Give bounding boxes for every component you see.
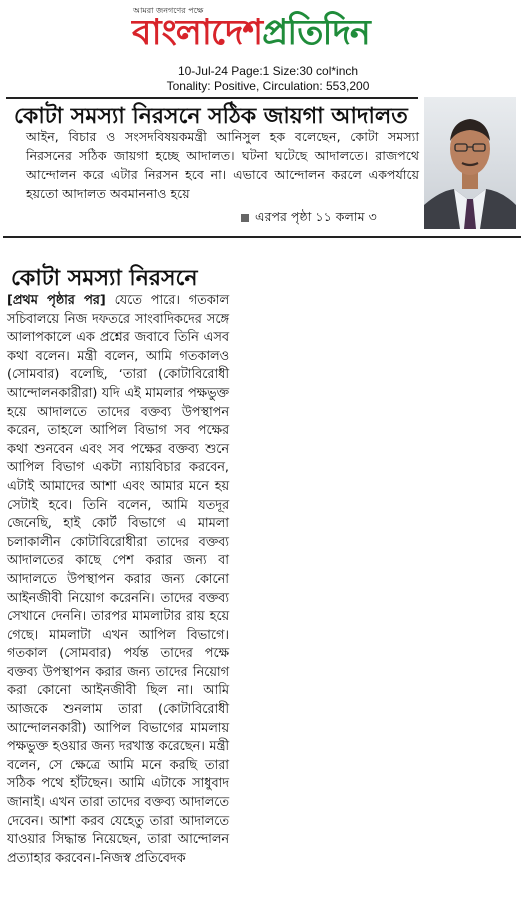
continued-body [7, 292, 229, 868]
continuation-text: এরপর পৃষ্ঠা ১১ কলাম ৩ [255, 209, 377, 224]
front-headline: কোটা সমস্যা নিরসনে সঠিক জায়গা আদালত [14, 104, 408, 129]
front-lead-text: আইন, বিচার ও সংসদবিষয়কমন্ত্রী আনিসুল হক বলেছেন, কোটা সমস্যা নিরসনের সঠিক জায়গা হচ্ছে আদালত। ঘটনা ঘটেছে আদালতে। রাজপথে আন্দোলন করে এটার নিরসন হবে না। এভাবে আন্দোলন করলে একপর্যায়ে হয়তো আদালত অবমাননাও হয়ে [26, 129, 419, 201]
clip-meta-line1: 10-Jul-24 Page:1 Size:30 col*inch [177, 64, 359, 78]
masthead-tagline: আমরা জনগণের পক্ষে [133, 6, 204, 15]
logo-part-bangladesh: বাংলাদেশ [132, 13, 263, 53]
continued-headline: কোটা সমস্যা নিরসনে [11, 266, 198, 291]
minister-portrait-photo [424, 97, 516, 229]
front-page-article [6, 97, 418, 227]
continued-body-text: যেতে পারে। গতকাল সচিবালয়ে নিজ দফতরে সাংবাদিকদের সঙ্গে আলাপকালে এক প্রশ্নের জবাবে তিনি এসব কথা বলেন। মন্ত্রী বলেন, আমি গতকালও (সোমবার) বলেছি, ‘তারা (কোটাবিরোধী আন্দোলনকারীরা) যদি এই মামলার পক্ষভুক্ত হয়ে আদালতে তাদের বক্তব্য উপস্থাপন করেন, তাহলে আপিল বিভাগ সব পক্ষের কথা শুনবেন এবং সব পক্ষের বক্তব্য শুনে আপিল বিভাগ একটা ন্যায়বিচার করবেন, এটাই আমাদের আশা এবং আমার মনে হয় সেটাই হবে। তিনি বলেন, আমি যতদূর জেনেছি, হাই কোর্ট বিভাগে এ মামলা চলাকালীন কোটাবিরোধীরা তাদের বক্তব্য আদালতের কাছে পেশ করার জন্য বা আদালতে উপস্থাপন করার জন্য কোনো আইনজীবী নিয়োগ করেননি। তাদের বক্তব্য সেখানে দেননি। তারপর মামলাটার রায় হয়ে গেছে। মামলাটা এখন আপিল বিভাগে। গতকাল (সোমবার) পর্যন্ত তাদের পক্ষে বক্তব্য উপস্থাপন করার জন্য তাদের নিয়োগ করা কোনো আইনজীবী ছিল না। আমি আজকে শুনলাম তারা (কোটাবিরোধী আন্দোলনকারী) আপিল বিভাগের মামলায় পক্ষভুক্ত হওয়ার জন্য দরখাস্ত করেছেন। মন্ত্রী বলেন, সে ক্ষেত্রে আমি মনে করছি তারা সঠিক পথে হাঁটছেন। আমি এটাকে সাধুবাদ জানাই। এখন তারা তাদের বক্তব্য আদালতে দেবেন। আশা করব যেহেতু তারা আদালতে যাওয়ার সিদ্ধান্ত নিয়েছেন, তারা আন্দোলন প্রত্যাহার করবেন।-নিজস্ব প্রতিবেদক [7, 293, 229, 866]
square-bullet-icon [241, 214, 249, 222]
masthead [0, 0, 530, 60]
rule-divider [3, 236, 521, 238]
clip-meta-line2: Tonality: Positive, Circulation: 553,200 [166, 79, 370, 93]
newspaper-logo [132, 13, 370, 53]
continued-article [3, 236, 521, 916]
continuation-note [241, 209, 377, 229]
logo-part-protidin: প্রতিদিন [262, 13, 370, 53]
front-page-reference: [প্রথম পৃষ্ঠার পর] [7, 293, 106, 308]
